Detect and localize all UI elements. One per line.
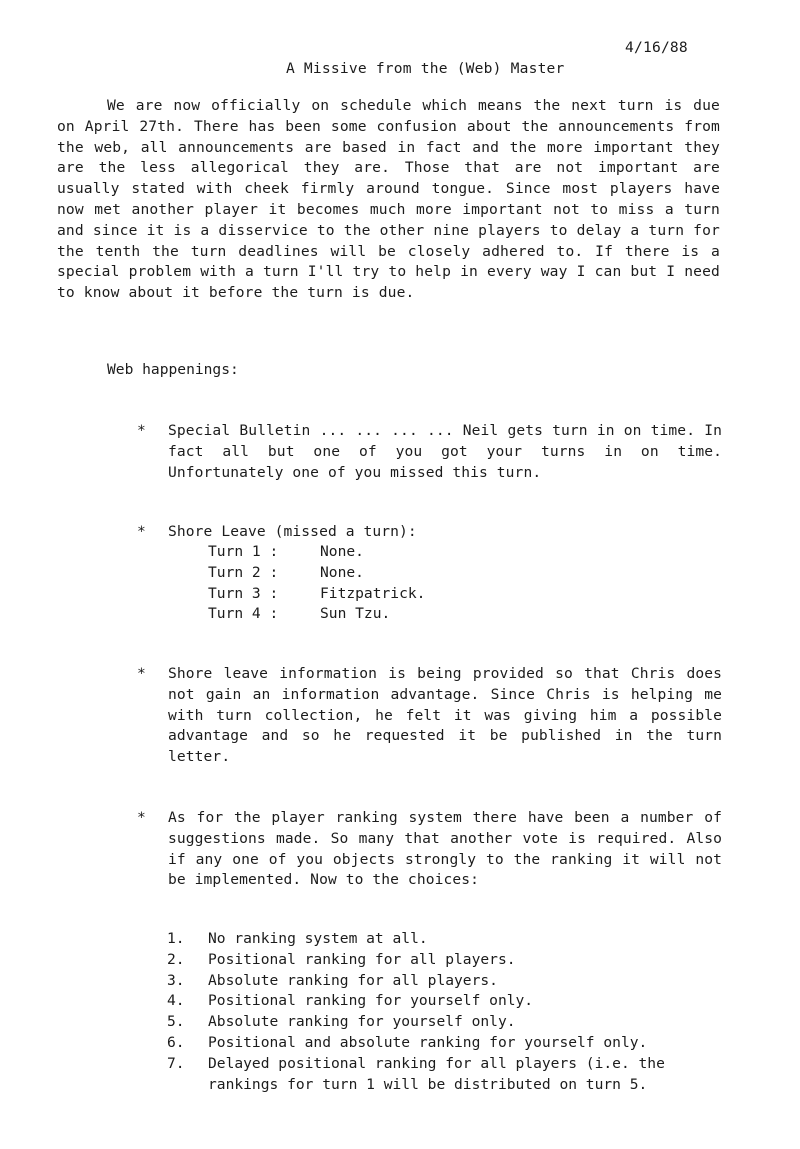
- choice-text: Positional ranking for all players.: [208, 950, 516, 968]
- choice-text: Positional ranking for yourself only.: [208, 992, 534, 1010]
- turn-value: Sun Tzu.: [320, 605, 391, 623]
- list-item: [167, 929, 722, 950]
- document-date: 4/16/88: [625, 39, 688, 56]
- choice-number: 2.: [167, 950, 185, 968]
- choice-text: Positional and absolute ranking for yourself only.: [208, 1033, 648, 1051]
- bullet-ranking: [137, 808, 722, 891]
- choice-number: 1.: [167, 930, 185, 947]
- turn-value: None.: [320, 563, 364, 581]
- intro-paragraph: We are now officially on schedule which means the next turn is due on April 27th. There has been some confusion about the announcements from the web, all announcements are based in fact and the more important they are the less allegorical they are. Those that are not important are usually stated with cheek firmly around tongue. Since most players have now met another player it becomes much more important not to miss a turn and since it is a disservice to the other nine players to delay a turn for the tenth the turn deadlines will be closely adhered to. If there is a special problem with a turn I'll try to help in every way I can but I need to know about it before the turn is due.: [57, 97, 720, 302]
- list-item: [167, 991, 722, 1012]
- bullet-star: *: [137, 665, 146, 682]
- bullet-text: As for the player ranking system there have been a number of suggestions made. So many that another vote is required. Also if any one of you objects strongly to the ranking it will not be implemented. Now to the choices:: [168, 809, 722, 889]
- choice-text: No ranking system at all.: [208, 930, 428, 947]
- choice-number: 3.: [167, 971, 185, 989]
- shore-leave-list: [208, 542, 425, 625]
- choice-number: 7.: [167, 1054, 185, 1072]
- choice-text: Absolute ranking for yourself only.: [208, 1013, 516, 1031]
- bullet-text: Shore leave information is being provided so that Chris does not gain an information advantage. Since Chris is helping me with turn collection, he felt it was giving him a possible advantage and so he requested it be published in the turn letter.: [168, 665, 722, 766]
- document-title: A Missive from the (Web) Master: [285, 59, 565, 77]
- bullet-shore-leave-info: [137, 664, 722, 768]
- turn-value: Fitzpatrick.: [320, 584, 426, 602]
- bullet-special-bulletin: [137, 421, 722, 483]
- list-item: [167, 950, 722, 971]
- bullet-star: *: [137, 523, 146, 540]
- turn-label: Turn 2 :: [208, 563, 279, 581]
- turn-label: Turn 4 :: [208, 605, 279, 623]
- choice-number: 4.: [167, 992, 185, 1010]
- turn-value: None.: [320, 543, 364, 560]
- list-item: [208, 563, 425, 584]
- list-item: [208, 542, 425, 563]
- turn-label: Turn 3 :: [208, 584, 279, 602]
- turn-label: Turn 1 :: [208, 543, 279, 560]
- bullet-shore-leave: [137, 522, 722, 543]
- choice-number: 6.: [167, 1033, 185, 1051]
- choice-number: 5.: [167, 1013, 185, 1031]
- section-title: Web happenings:: [107, 361, 239, 378]
- list-item: [167, 1054, 722, 1096]
- list-item: [208, 604, 425, 625]
- list-item: [167, 1012, 722, 1033]
- list-item: [167, 971, 722, 992]
- bullet-text: Shore Leave (missed a turn):: [168, 523, 417, 540]
- ranking-choices-list: [167, 929, 722, 1095]
- choice-text: Absolute ranking for all players.: [208, 971, 498, 989]
- bullet-star: *: [137, 809, 146, 826]
- choice-text: Delayed positional ranking for all players (i.e. the rankings for turn 1 will be distributed on turn 5.: [208, 1054, 665, 1093]
- bullet-text: Special Bulletin ... ... ... ... Neil gets turn in on time. In fact all but one of you got your turns in on time. Unfortunately one of you missed this turn.: [168, 422, 722, 481]
- list-item: [208, 584, 425, 605]
- bullet-star: *: [137, 422, 146, 439]
- list-item: [167, 1033, 722, 1054]
